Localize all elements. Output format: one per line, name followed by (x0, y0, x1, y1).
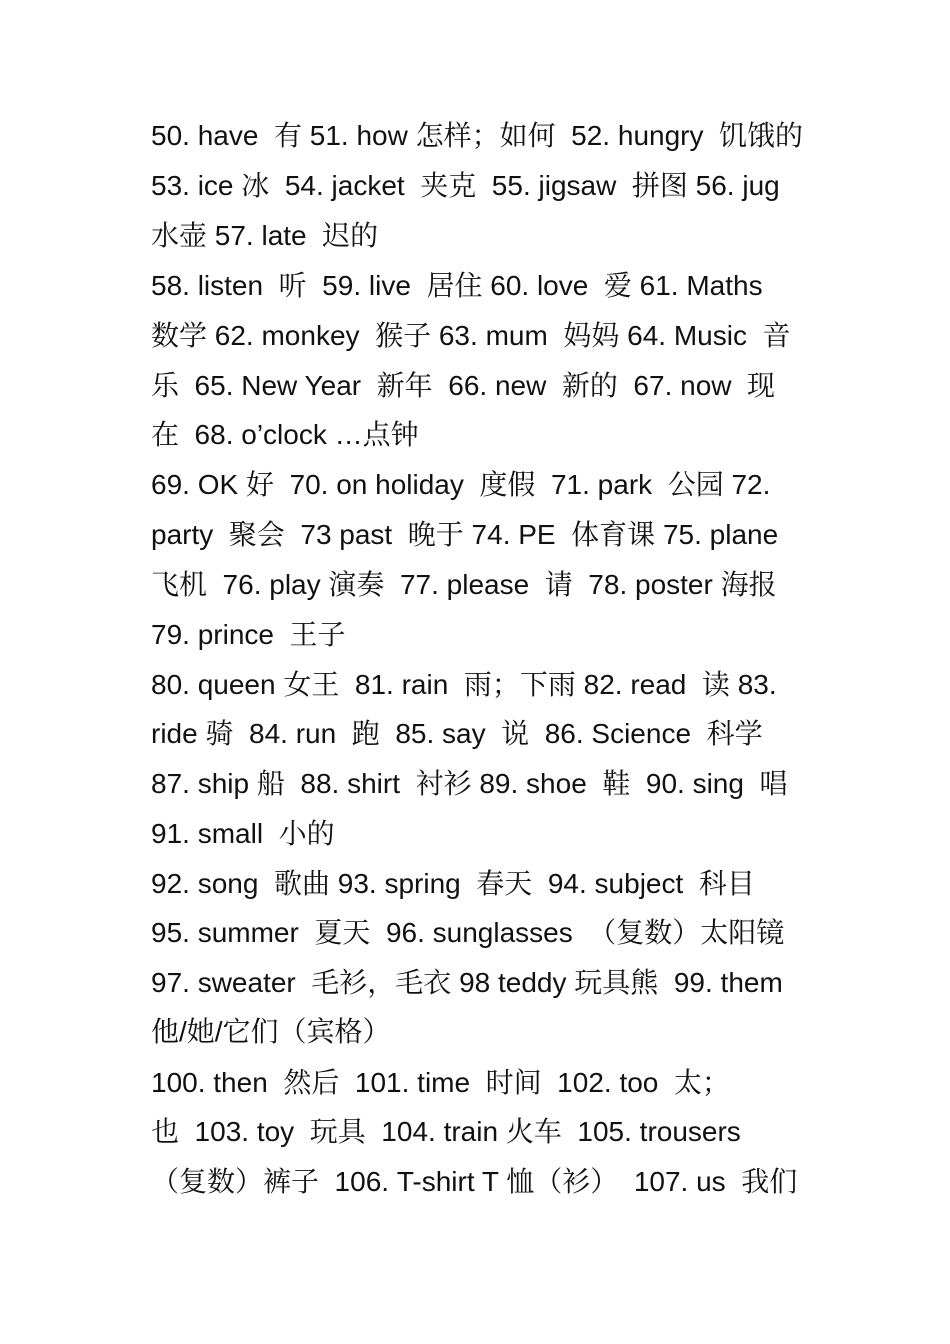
vocab-line: 97. sweater 毛衫，毛衣 98 teddy 玩具熊 99. them (151, 967, 783, 998)
vocab-line: ride 骑 84. run 跑 85. say 说 86. Science 科学 (151, 718, 763, 749)
vocab-line: 水壶 57. late 迟的 (151, 220, 379, 251)
vocab-line: 100. then 然后 101. time 时间 102. too 太； (151, 1067, 730, 1098)
vocab-line: 92. song 歌曲 93. spring 春天 94. subject 科目 (151, 868, 755, 899)
vocab-line: 79. prince 王子 (151, 619, 346, 650)
vocab-line: 80. queen 女王 81. rain 雨；下雨 82. read 读 83. (151, 669, 777, 700)
vocab-line: party 聚会 73 past 晚于 74. PE 体育课 75. plane (151, 519, 779, 550)
vocab-line: 87. ship 船 88. shirt 衬衫 89. shoe 鞋 90. sing 唱 (151, 768, 788, 799)
vocab-line: 95. summer 夏天 96. sunglasses （复数）太阳镜 (151, 917, 785, 948)
vocab-line: 也 103. toy 玩具 104. train 火车 105. trousers (151, 1116, 741, 1147)
vocab-line: 数学 62. monkey 猴子 63. mum 妈妈 64. Music 音 (151, 320, 791, 351)
vocab-line: 91. small 小的 (151, 818, 335, 849)
vocab-line: 53. ice 冰 54. jacket 夹克 55. jigsaw 拼图 56. jug (151, 170, 780, 201)
vocab-line: 他/她/它们（宾格） (151, 1016, 391, 1047)
vocab-line: 乐 65. New Year 新年 66. new 新的 67. now 现 (151, 370, 776, 401)
vocab-line: 58. listen 听 59. live 居住 60. love 爱 61. Maths (151, 270, 763, 301)
vocab-line: 69. OK 好 70. on holiday 度假 71. park 公园 72. (151, 469, 771, 500)
vocab-line: （复数）裤子 106. T-shirt T 恤（衫） 107. us 我们 (151, 1166, 798, 1197)
vocab-line: 在 68. o’clock …点钟 (151, 419, 419, 450)
vocab-line: 50. have 有 51. how 怎样；如何 52. hungry 饥饿的 (151, 120, 804, 151)
vocab-line: 飞机 76. play 演奏 77. please 请 78. poster 海报 (151, 569, 777, 600)
